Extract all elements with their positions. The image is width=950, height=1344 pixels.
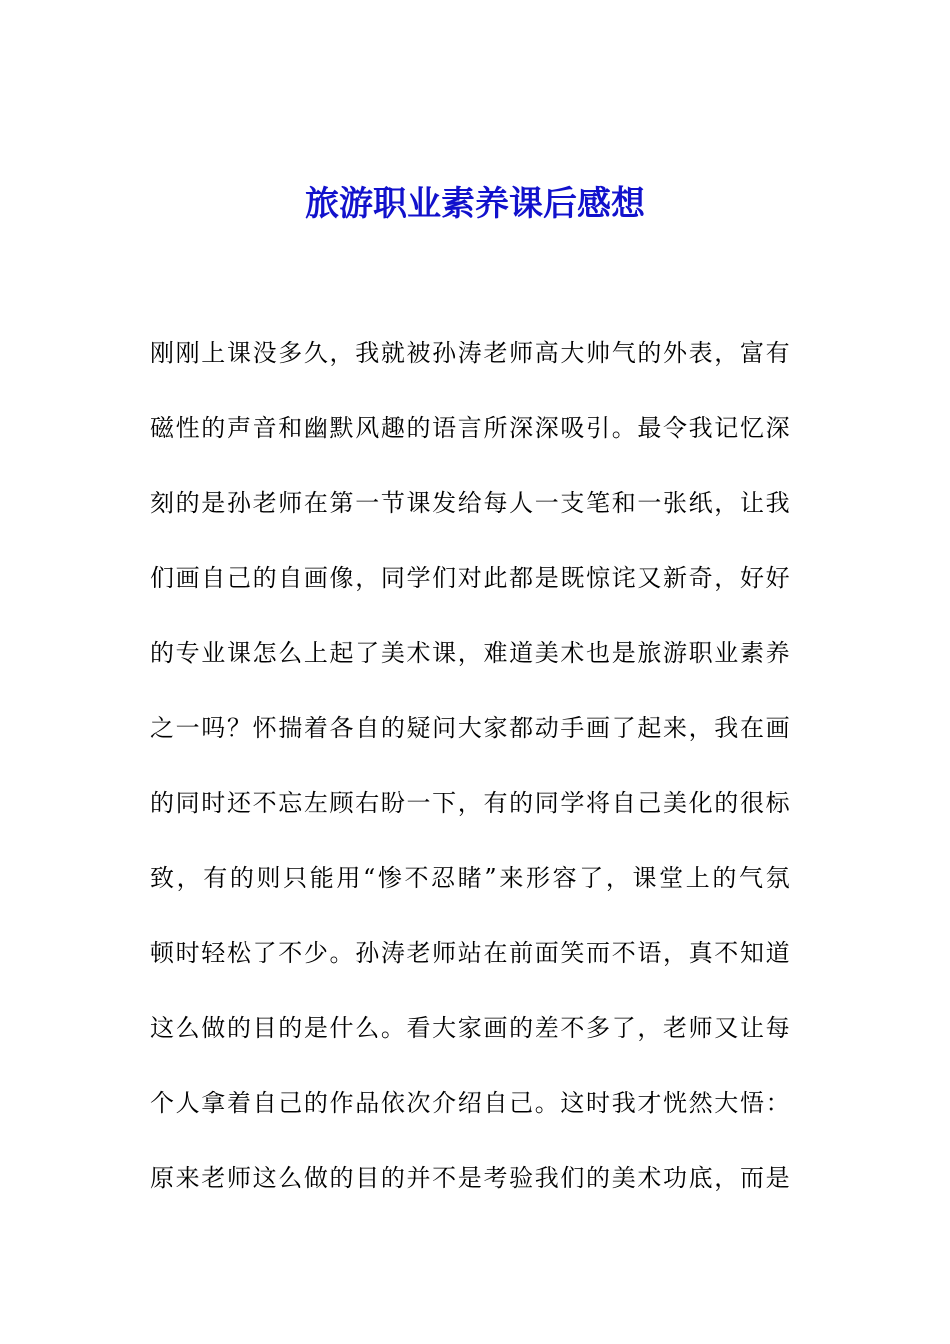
body-line: 个人拿着自己的作品依次介绍自己。这时我才恍然大悟： [150, 1089, 790, 1117]
body-line: 的专业课怎么上起了美术课，难道美术也是旅游职业素养 [150, 639, 790, 667]
body-line: 致，有的则只能用“惨不忍睹”来形容了，课堂上的气氛 [150, 864, 790, 892]
body-line: 这么做的目的是什么。看大家画的差不多了，老师又让每 [150, 1014, 790, 1042]
document-body [150, 330, 790, 1230]
body-line: 刻的是孙老师在第一节课发给每人一支笔和一张纸，让我 [150, 489, 790, 517]
body-line: 的同时还不忘左顾右盼一下，有的同学将自己美化的很标 [150, 789, 790, 817]
body-line: 磁性的声音和幽默风趣的语言所深深吸引。最令我记忆深 [150, 414, 790, 442]
document-title: 旅游职业素养课后感想 [305, 184, 645, 224]
body-line: 之一吗？怀揣着各自的疑问大家都动手画了起来，我在画 [150, 714, 790, 742]
body-line: 顿时轻松了不少。孙涛老师站在前面笑而不语，真不知道 [150, 939, 790, 967]
body-line: 们画自己的自画像，同学们对此都是既惊诧又新奇，好好 [150, 564, 790, 592]
body-line: 刚刚上课没多久，我就被孙涛老师高大帅气的外表，富有 [150, 339, 790, 367]
body-line: 原来老师这么做的目的并不是考验我们的美术功底，而是 [150, 1164, 790, 1192]
